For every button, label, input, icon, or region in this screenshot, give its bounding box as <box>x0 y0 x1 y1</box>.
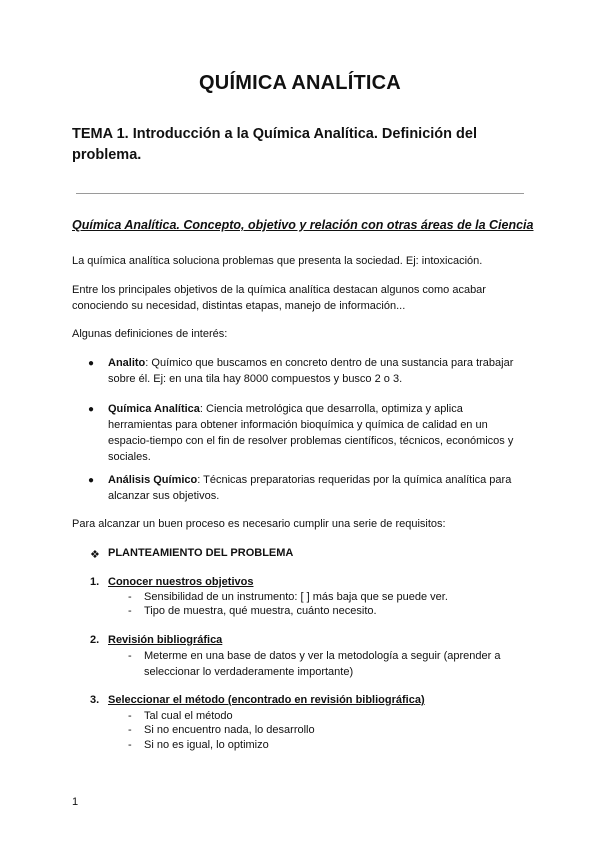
diamond-bullet-icon: ❖ <box>90 549 100 561</box>
section-heading: Química Analítica. Concepto, objetivo y relación con otras áreas de la Ciencia <box>72 218 534 232</box>
step-number: 3. <box>90 694 100 706</box>
step-title-metodo: Seleccionar el método (encontrado en revisión bibliográfica) <box>108 694 425 706</box>
paragraph-definitions-intro: Algunas definiciones de interés: <box>72 328 228 340</box>
definition-term: Química Analítica <box>108 403 200 415</box>
bullet-icon: ● <box>88 475 95 486</box>
step-item: Si no es igual, lo optimizo <box>144 739 269 751</box>
dash-bullet-icon: - <box>128 605 132 617</box>
bullet-icon: ● <box>88 404 95 415</box>
step-number: 1. <box>90 576 100 588</box>
step-item: Tipo de muestra, qué muestra, cuánto necesito. <box>144 605 377 617</box>
definition-term: Analito <box>108 357 146 369</box>
definition-text: : Químico que buscamos en concreto dentro de una sustancia para trabajar sobre él. Ej: en una tila hay 8000 compuestos y busco 2 o 3. <box>108 357 514 385</box>
definition-analisis-quimico <box>108 472 528 504</box>
definition-quimica-analitica <box>108 401 528 465</box>
dash-bullet-icon: - <box>128 724 132 736</box>
paragraph-requirements-intro: Para alcanzar un buen proceso es necesario cumplir una serie de requisitos: <box>72 518 446 530</box>
definition-text: : Ciencia metrológica que desarrolla, optimiza y aplica herramientas para obtener información bioquímica y química de calidad en un espacio-tiempo con el fin de resolver problemas científicos, técnicos, económicos y sociales. <box>108 403 514 463</box>
bullet-icon: ● <box>88 358 95 369</box>
dash-bullet-icon: - <box>128 710 132 722</box>
step-item: Si no encuentro nada, lo desarrollo <box>144 724 315 736</box>
paragraph-objectives: Entre los principales objetivos de la química analítica destacan algunos como acabar conociendo su necesidad, distintas etapas, manejo de información... <box>72 284 486 312</box>
document-title: QUÍMICA ANALÍTICA <box>199 72 401 94</box>
step-title-objetivos: Conocer nuestros objetivos <box>108 576 254 588</box>
step-number: 2. <box>90 634 100 646</box>
horizontal-divider <box>76 193 524 194</box>
topic-heading: TEMA 1. Introducción a la Química Analítica. Definición del problema. <box>72 126 477 163</box>
paragraph-intro: La química analítica soluciona problemas que presenta la sociedad. Ej: intoxicación. <box>72 255 483 267</box>
step-item: Sensibilidad de un instrumento: [ ] más baja que se puede ver. <box>144 591 448 603</box>
definition-text: : Técnicas preparatorias requeridas por la química analítica para alcanzar sus objetivos. <box>108 474 512 502</box>
planteamiento-heading: PLANTEAMIENTO DEL PROBLEMA <box>108 547 294 559</box>
dash-bullet-icon: - <box>128 650 132 662</box>
dash-bullet-icon: - <box>128 739 132 751</box>
step-item: Tal cual el método <box>144 710 233 722</box>
page-number: 1 <box>72 796 79 808</box>
step-title-revision: Revisión bibliográfica <box>108 634 223 646</box>
definition-term: Análisis Químico <box>108 474 198 486</box>
definition-analito <box>108 355 528 387</box>
step-item: Meterme en una base de datos y ver la metodología a seguir (aprender a seleccionar lo verdaderamente importante) <box>144 650 501 678</box>
dash-bullet-icon: - <box>128 591 132 603</box>
